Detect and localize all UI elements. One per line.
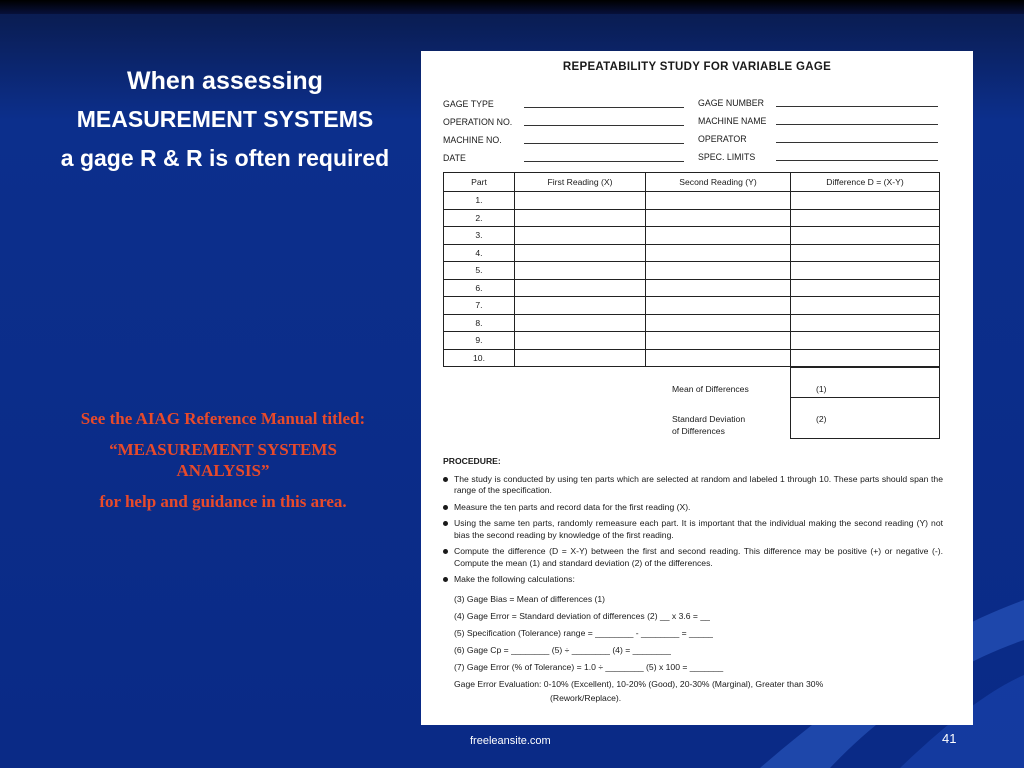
field-operator: OPERATOR: [698, 134, 747, 144]
procedure-step: Using the same ten parts, randomly remeasure each part. It is important that the individual making the second reading (Y) not bias the second reading by knowledge of the first reading.: [443, 518, 943, 541]
part-number: 4.: [444, 244, 515, 262]
reference-line-2: “MEASUREMENT SYSTEMS ANALYSIS”: [109, 440, 337, 480]
evaluation-line-2: (Rework/Replace).: [550, 692, 622, 703]
procedure-step: The study is conducted by using ten parts which are selected at random and labeled 1 through 10. These parts should span the range of the specification.: [443, 474, 943, 497]
field-line: [524, 143, 684, 144]
table-row: [444, 209, 940, 227]
field-gage-number: GAGE NUMBER: [698, 98, 764, 108]
table-row: [444, 244, 940, 262]
mean-value: (1): [816, 384, 827, 394]
readings-table: [443, 172, 940, 367]
repeatability-form: [421, 51, 973, 725]
calculation-gage-error: (4) Gage Error = Standard deviation of differences (2) __ x 3.6 = __: [454, 610, 710, 621]
field-line: [776, 160, 938, 161]
table-row: [444, 314, 940, 332]
part-number: 8.: [444, 314, 515, 332]
heading-line-3: a gage R & R is often required: [60, 145, 390, 171]
field-line: [524, 125, 684, 126]
field-line: [776, 142, 938, 143]
col-first-reading: First Reading (X): [515, 173, 646, 192]
procedure-step: Compute the difference (D = X-Y) between the first and second reading. This difference may be positive (+) or negative (-). Compute the mean (1) and standard deviation (2) of the differences.: [443, 546, 943, 569]
evaluation-line-1: Gage Error Evaluation: 0-10% (Excellent), 10-20% (Good), 20-30% (Marginal), Greater than 30%: [454, 678, 824, 689]
table-row: [444, 227, 940, 245]
calculation-spec-range: (5) Specification (Tolerance) range = ________ - ________ = _____: [454, 627, 713, 638]
part-number: 2.: [444, 209, 515, 227]
col-second-reading: Second Reading (Y): [646, 173, 791, 192]
calculation-percent-tolerance: (7) Gage Error (% of Tolerance) = 1.0 ÷ ________ (5) x 100 = _______: [454, 661, 724, 672]
stats-divider: [790, 397, 939, 398]
table-row: [444, 279, 940, 297]
table-header-row: [444, 173, 940, 192]
field-line: [776, 106, 938, 107]
field-line: [776, 124, 938, 125]
part-number: 9.: [444, 332, 515, 350]
procedure-heading: PROCEDURE:: [443, 456, 501, 466]
calculation-gage-cp: (6) Gage Cp = ________ (5) ÷ ________ (4) = ________: [454, 644, 671, 655]
slide-heading: [60, 66, 390, 174]
reference-line-1: See the AIAG Reference Manual titled:: [80, 409, 366, 428]
form-title: REPEATABILITY STUDY FOR VARIABLE GAGE: [562, 61, 832, 73]
stats-box: [790, 367, 940, 439]
calculation-bias: (3) Gage Bias = Mean of differences (1): [454, 593, 606, 604]
field-machine-no: MACHINE NO.: [443, 135, 502, 145]
table-row: [444, 262, 940, 280]
procedure-step: Measure the ten parts and record data for the first reading (X).: [443, 502, 943, 514]
field-operation-no: OPERATION NO.: [443, 117, 513, 127]
footer-site: freeleansite.com: [470, 735, 551, 747]
procedure-step: Make the following calculations:: [443, 574, 943, 586]
part-number: 6.: [444, 279, 515, 297]
table-row: [444, 297, 940, 315]
reference-line-3: for help and guidance in this area.: [99, 492, 347, 511]
part-number: 3.: [444, 227, 515, 245]
col-difference: Difference D = (X-Y): [791, 173, 940, 192]
page-number: 41: [942, 731, 957, 746]
sd-label-line-1: Standard Deviation: [672, 414, 746, 424]
field-line: [524, 107, 684, 108]
procedure-section: [443, 456, 943, 704]
field-machine-name: MACHINE NAME: [698, 116, 767, 126]
part-number: 10.: [444, 349, 515, 367]
heading-line-1: When assessing: [127, 67, 323, 95]
sd-value: (2): [816, 414, 827, 424]
table-row: [444, 192, 940, 210]
table-row: [444, 332, 940, 350]
field-line: [524, 161, 684, 162]
part-number: 7.: [444, 297, 515, 315]
part-number: 1.: [444, 192, 515, 210]
field-gage-type: GAGE TYPE: [443, 99, 494, 109]
heading-line-2: MEASUREMENT SYSTEMS: [76, 106, 374, 132]
reference-note: [72, 408, 374, 522]
sd-label-line-2: of Differences: [672, 426, 725, 436]
table-row: [444, 349, 940, 367]
field-date: DATE: [443, 153, 466, 163]
mean-label: Mean of Differences: [672, 384, 749, 394]
col-part: Part: [444, 173, 515, 192]
part-number: 5.: [444, 262, 515, 280]
field-spec-limits: SPEC. LIMITS: [698, 152, 756, 162]
